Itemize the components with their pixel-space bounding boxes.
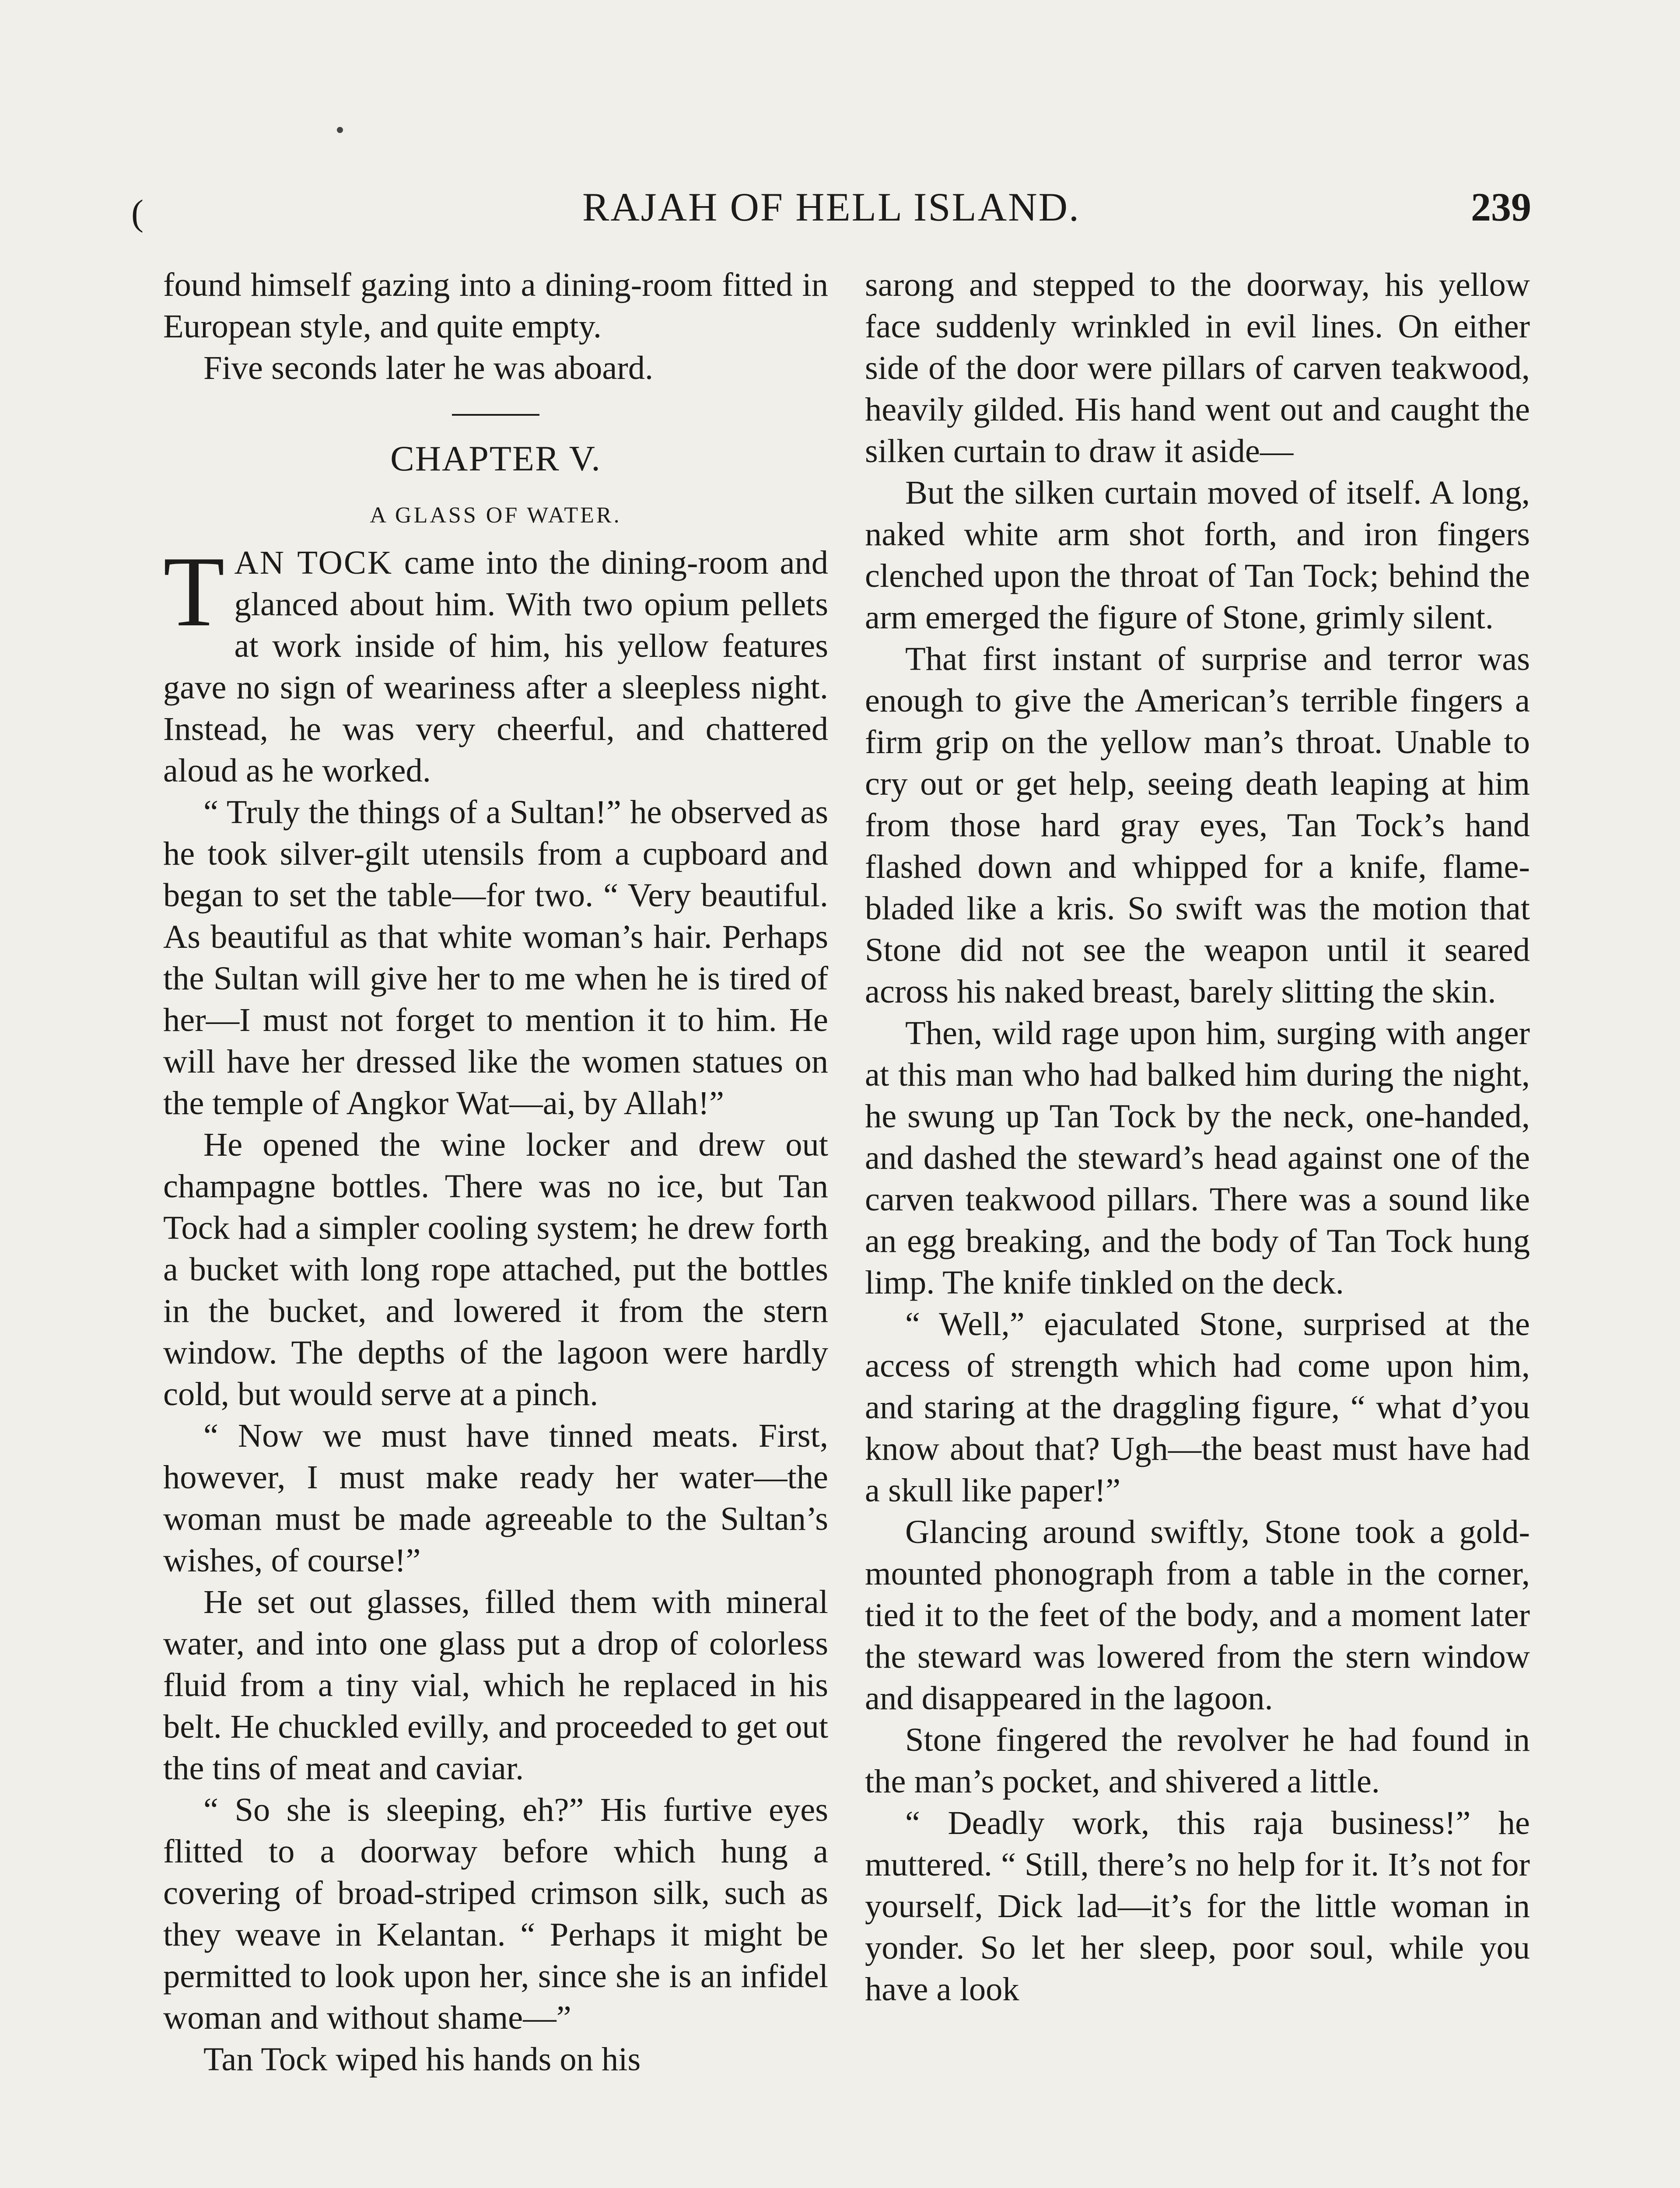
paragraph: “ Now we must have tinned meats. First, however, I must make ready her water—the woman must be made agreeable to the Sultan’s wishes, of course!”: [163, 1417, 828, 1579]
drop-cap: T: [163, 536, 225, 647]
paragraph: “ Truly the things of a Sultan!” he observed as he took silver-gilt utensils from a cupboard and began to set the table—for two. “ Very beautiful. As beautiful as that white woman’s hair. Perhaps the Sultan will give her to me when he is tired of her—I must not forget to mention it to him. He will have her dressed like the women statues on the temple of Angkor Wat—ai, by Allah!”: [163, 793, 828, 1122]
paragraph: Tan Tock wiped his hands on his: [203, 2041, 641, 2078]
paragraph: Five seconds later he was aboard.: [203, 349, 654, 386]
section-divider: [452, 414, 539, 416]
left-column: [163, 264, 828, 2080]
header-mark: (: [131, 193, 144, 233]
paragraph: He set out glasses, filled them with mineral water, and into one glass put a drop of colorless fluid from a tiny vial, which he replaced in his belt. He chuckled evilly, and proceeded to get out the tins of meat and caviar.: [163, 1583, 828, 1787]
opening-text: came into the dining-room and glanced about him. With two opium pellets at work inside of him, his yellow features gave no sign of weariness after a sleepless night. Instead, he was very cheerful, and chattered aloud as he worked.: [163, 544, 828, 789]
running-header: [131, 184, 1531, 236]
ink-speck: [337, 127, 343, 133]
paragraph: He opened the wine locker and drew out champagne bottles. There was no ice, but Tan Tock had a simpler cooling system; he drew forth a bucket with long rope attached, put the bottles in the bucket, and lowered it from the stern window. The depths of the lagoon were hardly cold, but would serve at a pinch.: [163, 1126, 828, 1413]
running-title: RAJAH OF HELL ISLAND.: [582, 185, 1081, 229]
chapter-heading: CHAPTER V.: [390, 438, 601, 478]
paragraph: Glancing around swiftly, Stone took a gold-mounted phonograph from a table in the corner, tied it to the feet of the body, and a moment later the steward was lowered from the stern window and disappeared in the lagoon.: [865, 1513, 1530, 1717]
page-number: 239: [1471, 185, 1531, 229]
paragraph: Stone fingered the revolver he had found in the man’s pocket, and shivered a little.: [865, 1721, 1530, 1800]
opening-words: AN TOCK: [234, 544, 393, 581]
chapter-opening-paragraph: [163, 536, 828, 791]
paragraph: But the silken curtain moved of itself. A long, naked white arm shot forth, and iron fingers clenched upon the throat of Tan Tock; behind the arm emerged the figure of Stone, grimly silent.: [865, 474, 1530, 636]
paragraph: sarong and stepped to the doorway, his yellow face suddenly wrinkled in evil lines. On either side of the door were pillars of carven teakwood, heavily gilded. His hand went out and caught the silken curtain to draw it aside—: [865, 266, 1530, 470]
paragraph: found himself gazing into a dining-room fitted in European style, and quite empty.: [163, 266, 828, 345]
paragraph: “ So she is sleeping, eh?” His furtive eyes flitted to a doorway before which hung a covering of broad-striped crimson silk, such as they weave in Kelantan. “ Perhaps it might be permitted to look upon her, since she is an infidel woman and without shame—”: [163, 1791, 828, 2036]
paragraph: That first instant of surprise and terror was enough to give the American’s terrible fingers a firm grip on the yellow man’s throat. Unable to cry out or get help, seeing death leaping at him from those hard gray eyes, Tan Tock’s hand flashed down and whipped for a knife, flame-bladed like a kris. So swift was the motion that Stone did not see the weapon until it seared across his naked breast, barely slitting the skin.: [865, 640, 1530, 1010]
paragraph: Then, wild rage upon him, surging with anger at this man who had balked him during the night, he swung up Tan Tock by the neck, one-handed, and dashed the steward’s head against one of the carven teakwood pillars. There was a sound like an egg breaking, and the body of Tan Tock hung limp. The knife tinkled on the deck.: [865, 1014, 1530, 1301]
paragraph: “ Deadly work, this raja business!” he muttered. “ Still, there’s no help for it. It’s not for yourself, Dick lad—it’s for the little woman in yonder. So let her sleep, poor soul, while you have a look: [865, 1804, 1530, 2008]
paragraph: “ Well,” ejaculated Stone, surprised at the access of strength which had come upon him, and staring at the draggling figure, “ what d’you know about that? Ugh—the beast must have had a skull like paper!”: [865, 1305, 1530, 1509]
right-column: [865, 264, 1530, 2010]
chapter-subtitle: A GLASS OF WATER.: [370, 503, 622, 528]
